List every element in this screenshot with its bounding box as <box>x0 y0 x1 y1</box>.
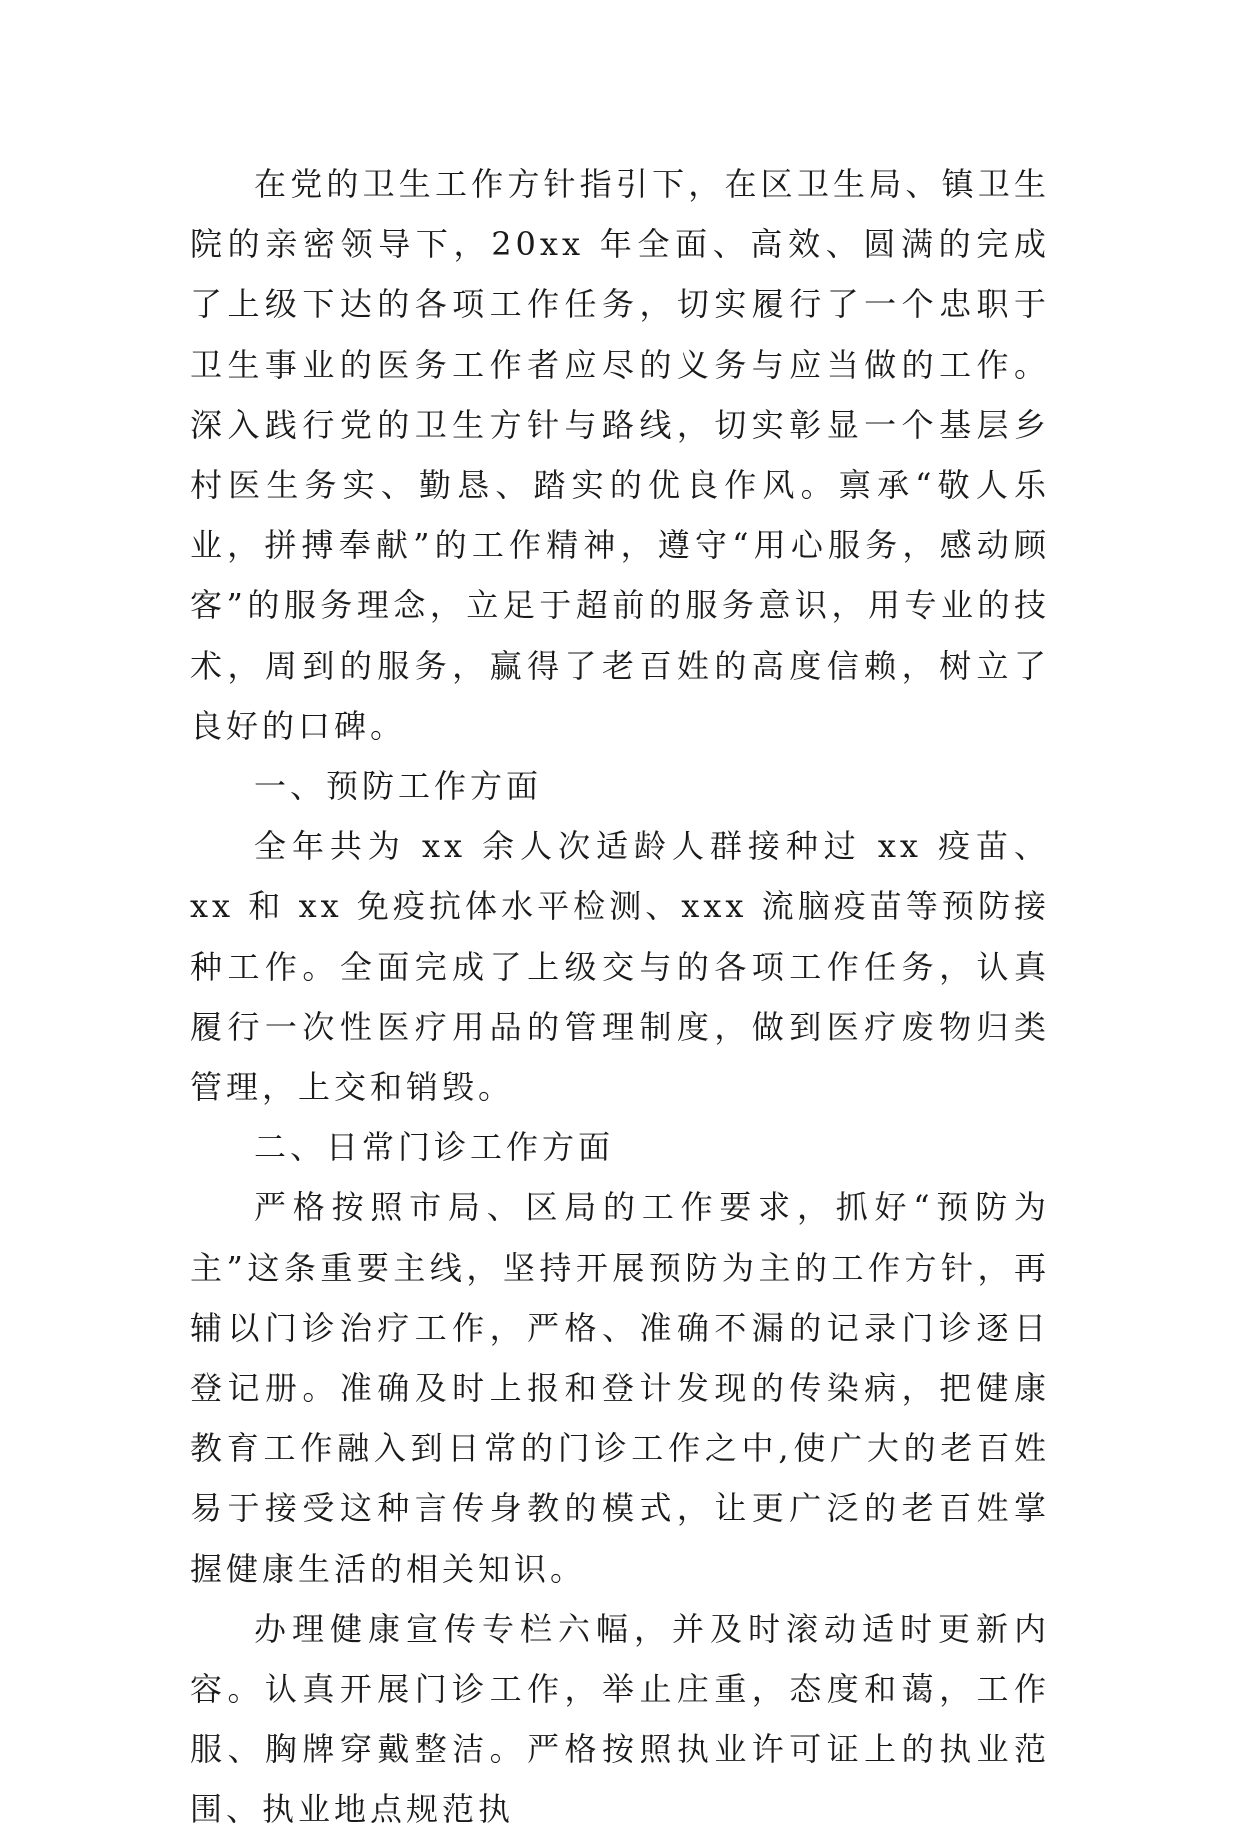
prevention-paragraph: 全年共为 xx 余人次适龄人群接种过 xx 疫苗、xx 和 xx 免疫抗体水平检测、xxx 流脑疫苗等预防接种工作。全面完成了上级交与的各项工作任务，认真履行一次性医疗用品的管理制度，做到医疗废物归类管理，上交和销毁。 <box>190 827 1050 1107</box>
outpatient-paragraph: 严格按照市局、区局的工作要求，抓好“预防为主”这条重要主线，坚持开展预防为主的工作方针，再辅以门诊治疗工作，严格、准确不漏的记录门诊逐日登记册。准确及时上报和登计发现的传染病，把健康教育工作融入到日常的门诊工作之中,使广大的老百姓易于接受这种言传身教的模式，让更广泛的老百姓掌握健康生活的相关知识。 <box>190 1188 1050 1588</box>
section-heading-outpatient: 二、日常门诊工作方面 <box>254 1128 615 1167</box>
section-heading-prevention: 一、预防工作方面 <box>254 767 543 806</box>
health-publicity-paragraph: 办理健康宣传专栏六幅，并及时滚动适时更新内容。认真开展门诊工作，举止庄重，态度和蔼，工作服、胸牌穿戴整洁。严格按照执业许可证上的执业范围、执业地点规范执 <box>190 1609 1050 1829</box>
intro-paragraph: 在党的卫生工作方针指引下，在区卫生局、镇卫生院的亲密领导下，20xx 年全面、高效、圆满的完成了上级下达的各项工作任务，切实履行了一个忠职于卫生事业的医务工作者应尽的义务与应当做的工作。深入践行党的卫生方针与路线，切实彰显一个基层乡村医生务实、勤恳、踏实的优良作风。禀承“敬人乐业，拼搏奉献”的工作精神，遵守“用心服务，感动顾客”的服务理念，立足于超前的服务意识，用专业的技术，周到的服务，赢得了老百姓的高度信赖，树立了良好的口碑。 <box>190 165 1050 745</box>
document-body <box>190 154 1050 1840</box>
